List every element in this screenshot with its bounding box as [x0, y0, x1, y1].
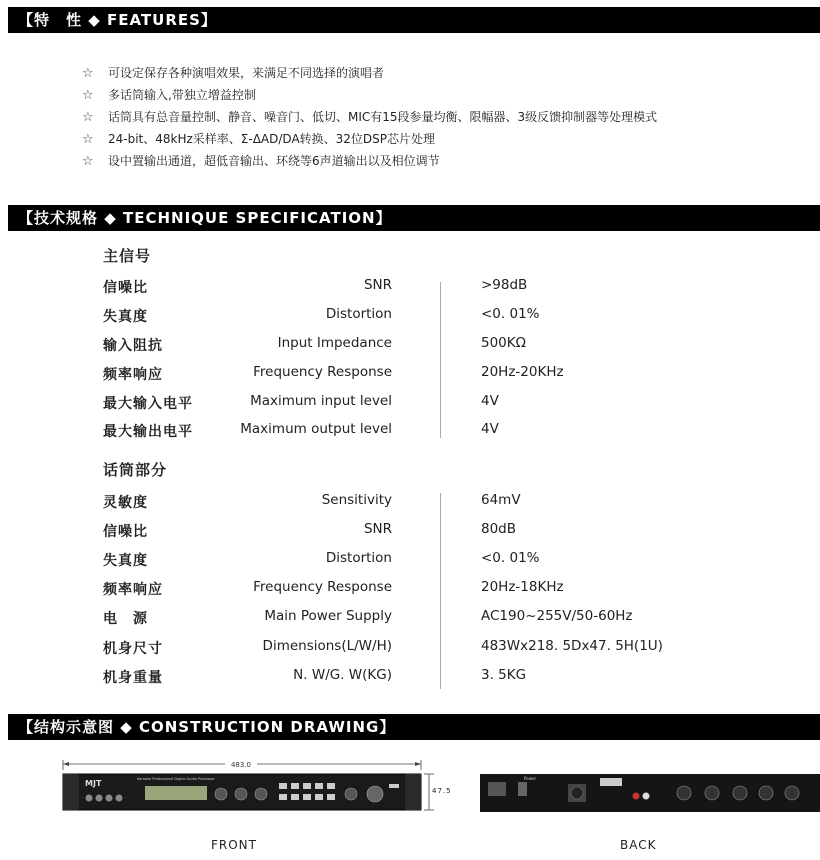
spec-name-en: Sensitivity	[321, 492, 392, 508]
spec-row	[0, 364, 820, 386]
spec-row	[0, 393, 820, 415]
spec-value: 64mV	[481, 492, 521, 508]
spec-name-en: Frequency Response	[253, 364, 392, 380]
spec-value: 4V	[481, 421, 499, 437]
star-icon: ☆	[82, 154, 94, 169]
spec-name-cn: 信噪比	[103, 524, 148, 540]
feature-text: 24-bit、48kHz采样率、Σ-ΔAD/DA转换、32位DSP芯片处理	[108, 132, 436, 146]
spec-name-cn: 电 源	[103, 611, 148, 627]
spec-value: 500KΩ	[481, 335, 526, 351]
spec-value: 3. 5KG	[481, 667, 527, 683]
spec-row	[0, 579, 820, 601]
spec-name-cn: 机身尺寸	[103, 641, 163, 657]
spec-row	[0, 608, 820, 630]
spec-name-en: Maximum input level	[250, 393, 392, 409]
back-panel-drawing	[480, 774, 820, 814]
spec-name-en: Distortion	[325, 306, 392, 322]
feature-item	[82, 86, 256, 103]
spec-name-en: SNR	[363, 277, 392, 293]
star-icon: ☆	[82, 132, 94, 147]
mic-section-title: 话筒部分	[103, 461, 168, 479]
star-icon: ☆	[82, 110, 94, 125]
spec-value: 483Wx218. 5Dx47. 5H(1U)	[481, 638, 663, 654]
spec-name-cn: 最大输出电平	[103, 424, 193, 440]
front-title: Karaoke Professional Digital Audio Processor	[137, 777, 215, 781]
width-dimension: 483.0	[230, 761, 252, 769]
spec-row	[0, 638, 820, 660]
spec-value: AC190~255V/50-60Hz	[481, 608, 633, 624]
spec-row	[0, 492, 820, 514]
feature-text: 话筒具有总音量控制、静音、噪音门、低切、MIC有15段参量均衡、限幅器、3级反馈抑制器等处理模式	[108, 110, 658, 124]
back-power-label: Power	[524, 776, 537, 781]
drawing-header: 【结构示意图 ◆ CONSTRUCTION DRAWING】	[8, 714, 820, 740]
spec-name-en: Input Impedance	[277, 335, 392, 351]
spec-name-cn: 频率响应	[103, 367, 163, 383]
spec-value: 20Hz-18KHz	[481, 579, 564, 595]
back-label: BACK	[620, 838, 657, 852]
features-header: 【特 性 ◆ FEATURES】	[8, 7, 820, 33]
spec-name-en: Main Power Supply	[264, 608, 392, 624]
spec-value: <0. 01%	[481, 550, 540, 566]
spec-name-en: Maximum output level	[240, 421, 392, 437]
feature-text: 多话筒输入,带独立增益控制	[108, 88, 256, 102]
feature-item	[82, 152, 440, 169]
spec-name-cn: 频率响应	[103, 582, 163, 598]
spec-name-en: Dimensions(L/W/H)	[262, 638, 392, 654]
spec-name-en: Distortion	[325, 550, 392, 566]
spec-value: 80dB	[481, 521, 517, 537]
front-label: FRONT	[211, 838, 257, 852]
brand-logo: MJT	[85, 779, 102, 788]
spec-name-en: N. W/G. W(KG)	[293, 667, 392, 683]
spec-name-en: SNR	[363, 521, 392, 537]
spec-row	[0, 421, 820, 443]
spec-row	[0, 667, 820, 689]
spec-row	[0, 550, 820, 572]
spec-value: >98dB	[481, 277, 528, 293]
star-icon: ☆	[82, 88, 94, 103]
star-icon: ☆	[82, 66, 94, 81]
feature-item	[82, 108, 657, 125]
spec-row	[0, 335, 820, 357]
spec-row	[0, 277, 820, 299]
spec-name-en: Frequency Response	[253, 579, 392, 595]
spec-name-cn: 失真度	[103, 309, 148, 325]
front-panel-drawing	[55, 756, 450, 814]
feature-text: 设中置输出通道，超低音输出、环绕等6声道输出以及相位调节	[108, 154, 440, 168]
feature-item	[82, 64, 384, 81]
spec-name-cn: 灵敏度	[103, 495, 148, 511]
spec-value: 20Hz-20KHz	[481, 364, 564, 380]
spec-header: 【技术规格 ◆ TECHNIQUE SPECIFICATION】	[8, 205, 820, 231]
spec-value: <0. 01%	[481, 306, 540, 322]
feature-item	[82, 130, 435, 147]
height-dimension: 47.5	[432, 787, 452, 795]
spec-name-cn: 最大输入电平	[103, 396, 193, 412]
feature-text: 可设定保存各种演唱效果，来满足不同选择的演唱者	[108, 66, 385, 80]
spec-name-cn: 输入阻抗	[103, 338, 163, 354]
main-signal-title: 主信号	[103, 247, 152, 265]
spec-name-cn: 机身重量	[103, 670, 163, 686]
spec-value: 4V	[481, 393, 499, 409]
spec-name-cn: 信噪比	[103, 280, 148, 296]
spec-name-cn: 失真度	[103, 553, 148, 569]
spec-row	[0, 306, 820, 328]
spec-row	[0, 521, 820, 543]
